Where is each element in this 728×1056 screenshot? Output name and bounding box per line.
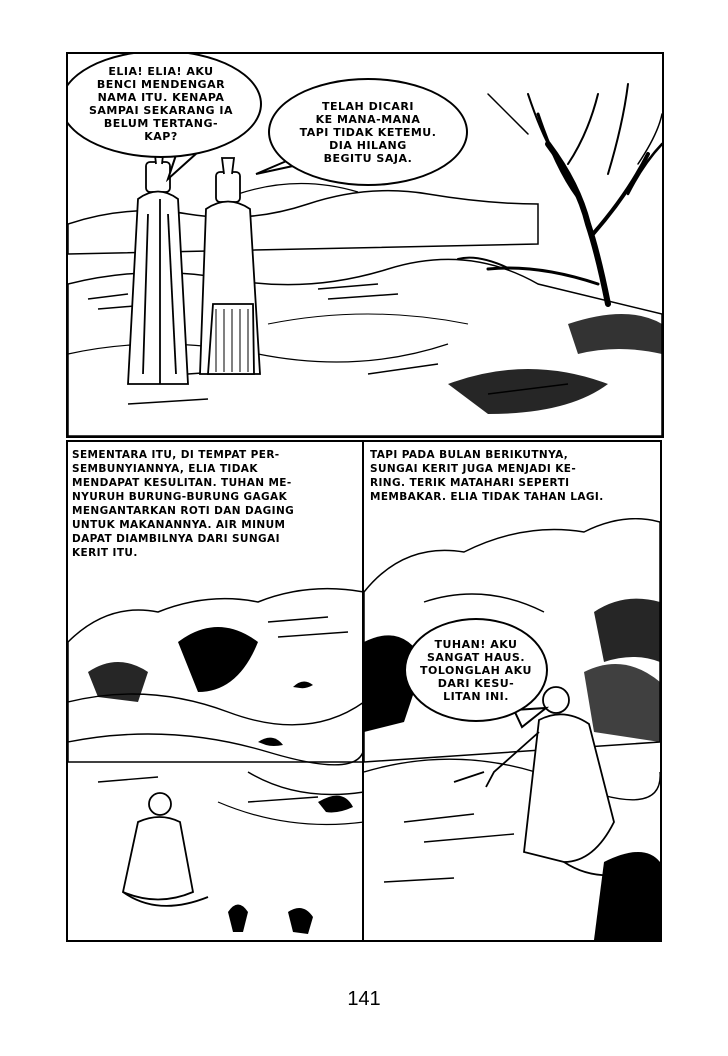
speech-bubble-elijah: TUHAN! AKU SANGAT HAUS. TOLONGLAH AKU DARI KESU- LITAN INI. [404,618,548,722]
comic-panel-top [66,52,664,438]
page-number: 141 [347,988,381,1010]
narration-caption-right: TAPI PADA BULAN BERIKUTNYA, SUNGAI KERIT JUGA MENJADI KE- RING. TERIK MATAHARI SEPERTI MEMBAKAR. ELIA TIDAK TAHAN LAGI. [370,448,654,518]
narration-caption-left: SEMENTARA ITU, DI TEMPAT PER- SEMBUNYIANNYA, ELIA TIDAK MENDAPAT KESULITAN. TUHAN ME- NYURUH BURUNG-BURUNG GAGAK MENGANTARKAN ROTI DAN DAGING UNTUK MAKANANNYA. AIR MINUM DAPAT DIAMBILNYA DARI SUNGAI KERIT ITU. [72,448,358,576]
speech-bubble-servant: TELAH DICARI KE MANA-MANA TAPI TIDAK KETEMU. DIA HILANG BEGITU SAJA. [268,78,468,186]
comic-panel-bottom-left [66,440,366,942]
speech-bubble-king: ELIA! ELIA! AKU BENCI MENDENGAR NAMA ITU. KENAPA SAMPAI SEKARANG IA BELUM TERTANG- KAP? [66,52,262,158]
comic-panel-bottom-right [362,440,662,942]
